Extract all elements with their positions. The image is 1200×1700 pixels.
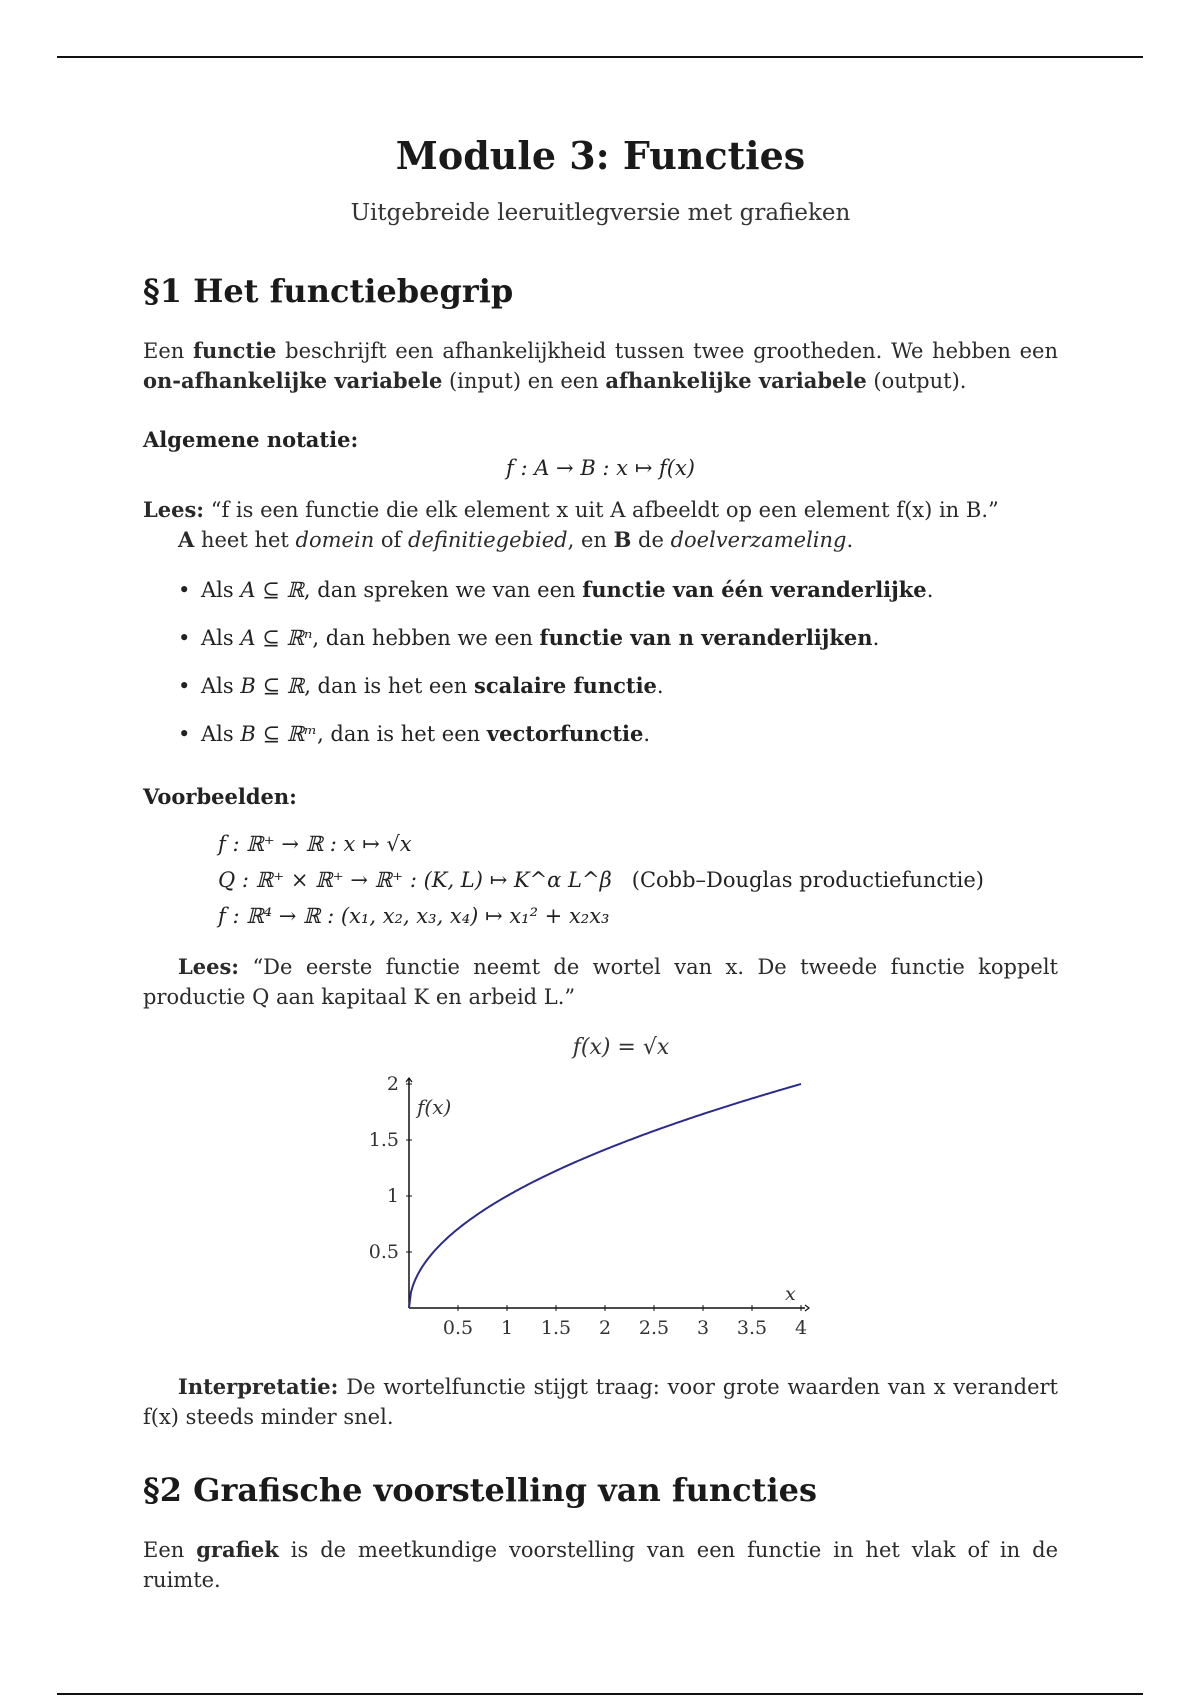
definition-list	[178, 575, 933, 767]
x-tick-label: 1	[500, 1317, 514, 1339]
interpretation: Interpretatie: De wortelfunctie stijgt traag: voor grote waarden van x verandert f(x) steeds minder snel.	[143, 1374, 1058, 1429]
page-title: Module 3: Functies	[395, 133, 806, 178]
x-tick-label: 3.5	[736, 1317, 768, 1339]
sqrt-chart	[333, 1030, 873, 1360]
x-tick-label: 3	[696, 1317, 710, 1339]
list-item: • Als A ⊆ ℝ, dan spreken we van een functie van één veranderlijke.	[178, 575, 933, 623]
y-tick-label: 2	[386, 1073, 399, 1095]
y-axis-label: f(x)	[417, 1095, 452, 1119]
bottom-rule	[57, 1693, 1143, 1695]
examples-label: Voorbeelden:	[143, 784, 297, 809]
example-formula-1: f : ℝ⁺ → ℝ : x ↦ √x	[218, 832, 412, 856]
notation-formula: f : A → B : x ↦ f(x)	[506, 456, 695, 480]
chart-title: f(x) = √x	[572, 1035, 670, 1060]
list-item: • Als B ⊆ ℝ, dan is het een scalaire functie.	[178, 671, 933, 719]
series-line	[409, 1084, 801, 1308]
example-formula-3: f : ℝ⁴ → ℝ : (x₁, x₂, x₃, x₄) ↦ x₁² + x₂x₃	[218, 904, 610, 928]
list-item: • Als B ⊆ ℝᵐ, dan is het een vectorfunctie.	[178, 719, 933, 767]
y-tick-label: 1	[386, 1185, 399, 1207]
x-tick-label: 1.5	[540, 1317, 572, 1339]
y-tick-label: 0.5	[368, 1241, 399, 1263]
x-axis-arrow	[805, 1305, 809, 1311]
example-formula-2: Q : ℝ⁺ × ℝ⁺ → ℝ⁺ : (K, L) ↦ K^α L^β (Cobb–Douglas productiefunctie)	[218, 868, 984, 892]
notation-label: Algemene notatie:	[143, 427, 359, 452]
x-tick-label: 2	[598, 1317, 612, 1339]
examples-block	[218, 826, 984, 934]
examples-read: Lees: “De eerste functie neemt de wortel van x. De tweede functie koppelt productie Q aan kapitaal K en arbeid L.”	[143, 954, 1058, 1009]
top-rule	[57, 56, 1143, 58]
section-2-heading: §2 Grafische voorstelling van functies	[143, 1471, 817, 1509]
y-tick-label: 1.5	[368, 1129, 399, 1151]
x-tick-label: 0.5	[442, 1317, 474, 1339]
section-1-intro: Een functie beschrijft een afhankelijkheid tussen twee grootheden. We hebben een on-afhankelijke variabele (input) en een afhankelijke variabele (output).	[143, 338, 1058, 393]
x-tick-label: 2.5	[638, 1317, 670, 1339]
x-axis-label: x	[785, 1283, 796, 1305]
page-subtitle: Uitgebreide leeruitlegversie met grafieken	[350, 200, 851, 226]
section-2-intro: Een grafiek is de meetkundige voorstelling van een functie in het vlak of in de ruimte.	[143, 1537, 1058, 1592]
list-item: • Als A ⊆ ℝⁿ, dan hebben we een functie van n veranderlijken.	[178, 623, 933, 671]
x-tick-label: 4	[794, 1317, 808, 1339]
domain-line: A heet het domein of definitiegebied, en B de doelverzameling.	[178, 527, 854, 552]
read-line: Lees: “f is een functie die elk element x uit A afbeeldt op een element f(x) in B.”	[143, 497, 999, 522]
section-1-heading: §1 Het functiebegrip	[143, 272, 514, 310]
